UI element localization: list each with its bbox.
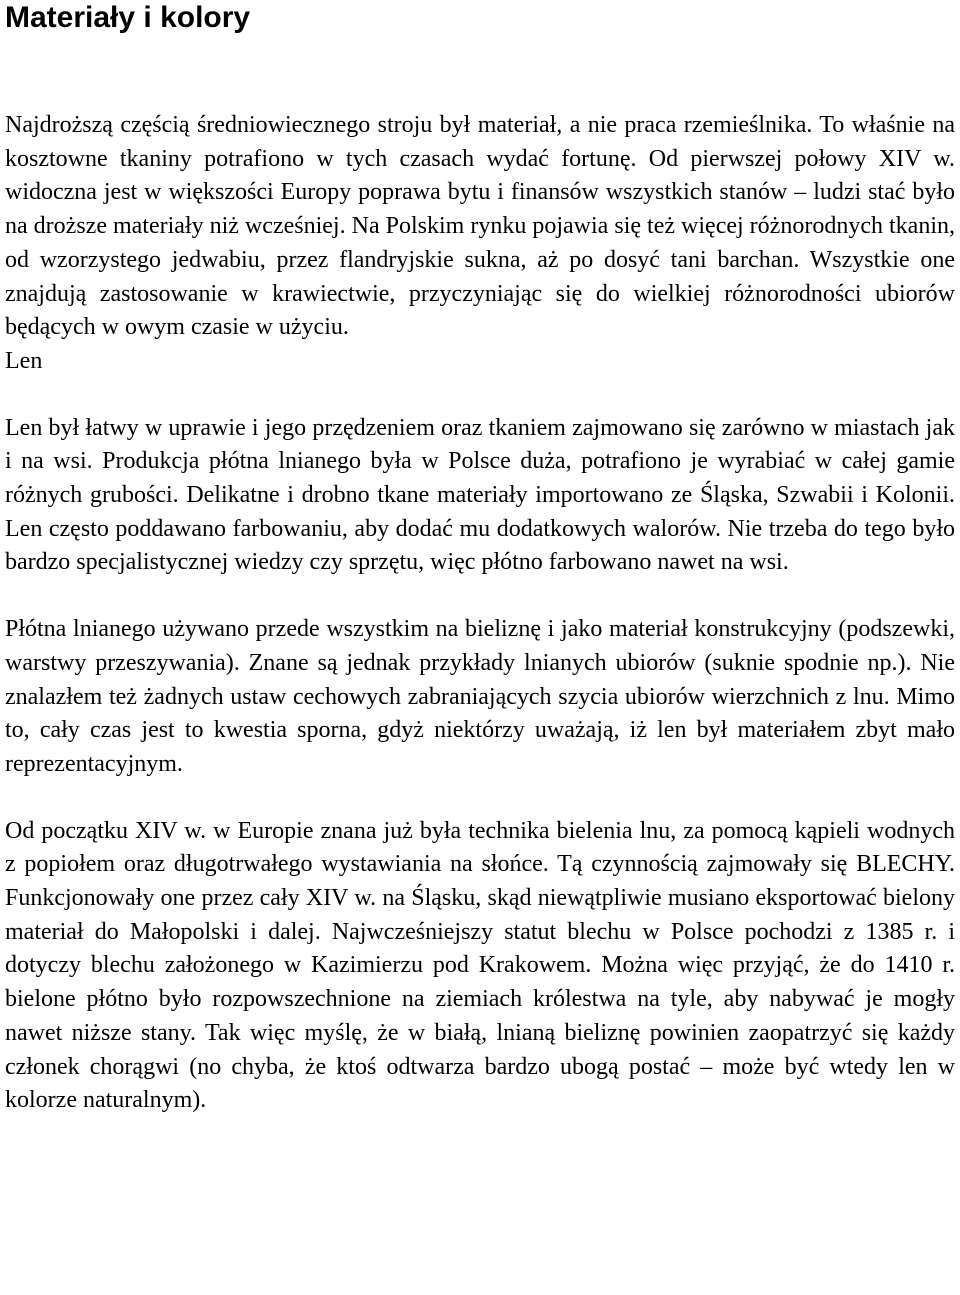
section-heading-len: Len [5, 347, 43, 374]
document-page [5, 0, 955, 1118]
paragraph-bleaching: Od początku XIV w. w Europie znana już była technika bielenia lnu, za pomocą kąpieli wodnych z popiołem oraz długotrwałego wystawiania na słońce. Tą czynnością zajmowały się BLECHY. Funkcjonowały one przez cały XIV w. na Śląsku, skąd niewątpliwie musiano eksportować bielony materiał do Małopolski i dalej. Najwcześniejszy statut blechu w Polsce pochodzi z 1385 r. i dotyczy blechu założonego w Kazimierzu pod Krakowem. Można więc przyjąć, że do 1410 r. bielone płótno było rozpowszechnione na ziemiach królestwa na tyle, aby nabywać je mogły nawet niższe stany. Tak więc myślę, że w białą, lnianą bieliznę powinien zaopatrzyć się każdy członek chorągwi (no chyba, że ktoś odtwarza bardzo ubogą postać – może być wtedy len w kolorze naturalnym). [5, 817, 955, 1114]
paragraph-len-cultivation: Len był łatwy w uprawie i jego przędzeniem oraz tkaniem zajmowano się zarówno w miastach jak i na wsi. Produkcja płótna lnianego była w Polsce duża, potrafiono je wyrabiać w całej gamie różnych grubości. Delikatne i drobno tkane materiały importowano ze Śląska, Szwabii i Kolonii. Len często poddawano farbowaniu, aby dodać mu dodatkowych walorów. Nie trzeba do tego było bardzo specjalistycznej wiedzy czy sprzętu, więc płótno farbowano nawet na wsi. [5, 414, 955, 576]
page-title: Materiały i kolory [5, 1, 251, 34]
paragraph-linen-usage: Płótna lnianego używano przede wszystkim na bieliznę i jako materiał konstrukcyjny (podszewki, warstwy przeszywania). Znane są jednak przykłady lnianych ubiorów (suknie spodnie np.). Nie znalazłem też żadnych ustaw cechowych zabraniających szycia ubiorów wierzchnich z lnu. Mimo to, cały czas jest to kwestia sporna, gdyż niektórzy uważają, iż len był materiałem zbyt mało reprezentacyjnym. [5, 616, 955, 777]
paragraph-intro: Najdroższą częścią średniowiecznego stroju był materiał, a nie praca rzemieślnika. To właśnie na kosztowne tkaniny potrafiono w tych czasach wydać fortunę. Od pierwszej połowy XIV w. widoczna jest w większości Europy poprawa bytu i finansów wszystkich stanów – ludzi stać było na droższe materiały niż wcześniej. Na Polskim rynku pojawia się też więcej różnorodnych tkanin, od wzorzystego jedwabiu, przez flandryjskie sukna, aż po dosyć tani barchan. Wszystkie one znajdują zastosowanie w krawiectwie, przyczyniając się do wielkiej różnorodności ubiorów będących w owym czasie w użyciu. [5, 112, 955, 341]
